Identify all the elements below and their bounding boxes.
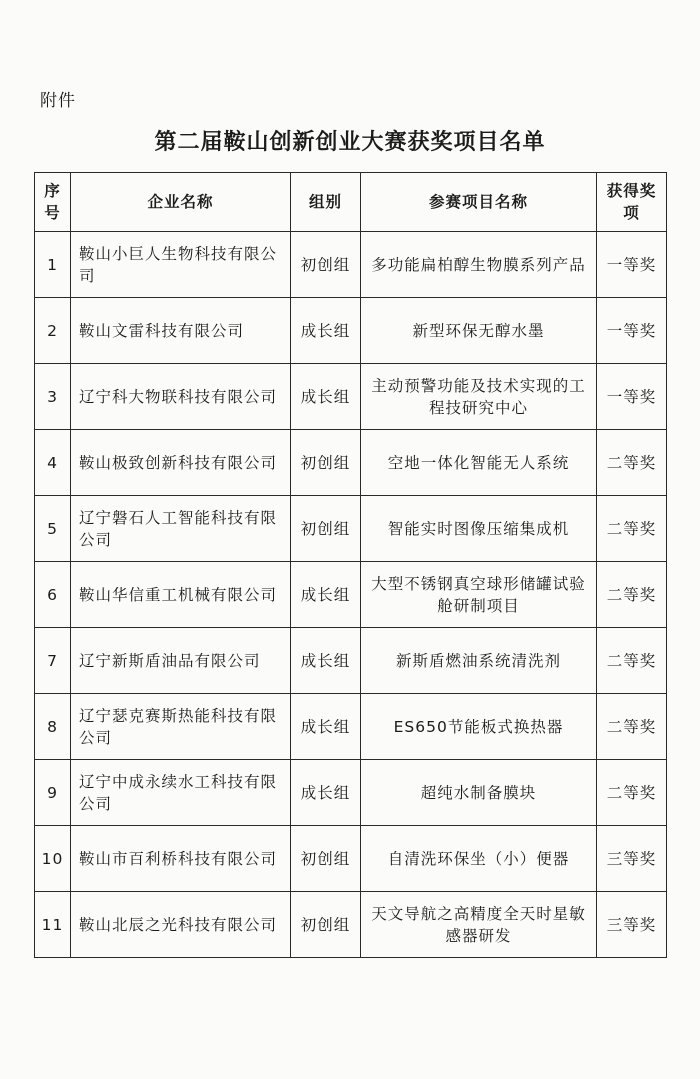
cell-group: 成长组 <box>291 628 361 694</box>
cell-project: 天文导航之高精度全天时星敏感器研发 <box>361 892 597 958</box>
table-row <box>35 430 667 496</box>
column-header-no: 序号 <box>35 173 71 232</box>
column-header-group: 组别 <box>291 173 361 232</box>
cell-group: 初创组 <box>291 892 361 958</box>
table-header-row <box>35 173 667 232</box>
cell-no: 8 <box>35 694 71 760</box>
cell-company: 辽宁磐石人工智能科技有限公司 <box>71 496 291 562</box>
cell-group: 成长组 <box>291 694 361 760</box>
cell-no: 7 <box>35 628 71 694</box>
table-row <box>35 892 667 958</box>
column-header-award: 获得奖项 <box>597 173 667 232</box>
cell-project: ES650节能板式换热器 <box>361 694 597 760</box>
cell-award: 二等奖 <box>597 628 667 694</box>
cell-no: 3 <box>35 364 71 430</box>
cell-project: 空地一体化智能无人系统 <box>361 430 597 496</box>
cell-award: 二等奖 <box>597 496 667 562</box>
cell-company: 辽宁中成永续水工科技有限公司 <box>71 760 291 826</box>
attachment-label: 附件 <box>40 91 76 111</box>
cell-project: 多功能扁柏醇生物膜系列产品 <box>361 232 597 298</box>
cell-company: 鞍山小巨人生物科技有限公司 <box>71 232 291 298</box>
cell-project: 主动预警功能及技术实现的工程技研究中心 <box>361 364 597 430</box>
table-row <box>35 628 667 694</box>
cell-group: 成长组 <box>291 298 361 364</box>
column-header-company: 企业名称 <box>71 173 291 232</box>
cell-project: 新斯盾燃油系统清洗剂 <box>361 628 597 694</box>
table-row <box>35 496 667 562</box>
cell-no: 9 <box>35 760 71 826</box>
cell-project: 智能实时图像压缩集成机 <box>361 496 597 562</box>
cell-no: 6 <box>35 562 71 628</box>
cell-group: 初创组 <box>291 430 361 496</box>
cell-award: 二等奖 <box>597 562 667 628</box>
cell-award: 三等奖 <box>597 826 667 892</box>
page-title: 第二届鞍山创新创业大赛获奖项目名单 <box>154 130 546 155</box>
cell-no: 11 <box>35 892 71 958</box>
cell-group: 成长组 <box>291 562 361 628</box>
cell-company: 辽宁瑟克赛斯热能科技有限公司 <box>71 694 291 760</box>
table-row <box>35 760 667 826</box>
cell-award: 一等奖 <box>597 364 667 430</box>
cell-group: 成长组 <box>291 364 361 430</box>
cell-award: 二等奖 <box>597 694 667 760</box>
cell-company: 鞍山市百利桥科技有限公司 <box>71 826 291 892</box>
table-row <box>35 232 667 298</box>
table-row <box>35 694 667 760</box>
table-row <box>35 826 667 892</box>
table-row <box>35 364 667 430</box>
cell-project: 超纯水制备膜块 <box>361 760 597 826</box>
cell-no: 5 <box>35 496 71 562</box>
cell-company: 鞍山极致创新科技有限公司 <box>71 430 291 496</box>
cell-award: 二等奖 <box>597 760 667 826</box>
cell-no: 1 <box>35 232 71 298</box>
table-row <box>35 562 667 628</box>
cell-no: 10 <box>35 826 71 892</box>
table-row <box>35 298 667 364</box>
cell-award: 一等奖 <box>597 298 667 364</box>
cell-company: 辽宁科大物联科技有限公司 <box>71 364 291 430</box>
cell-company: 鞍山华信重工机械有限公司 <box>71 562 291 628</box>
cell-company: 辽宁新斯盾油品有限公司 <box>71 628 291 694</box>
awards-table <box>34 172 667 958</box>
cell-company: 鞍山北辰之光科技有限公司 <box>71 892 291 958</box>
cell-group: 成长组 <box>291 760 361 826</box>
cell-project: 自清洗环保坐（小）便器 <box>361 826 597 892</box>
column-header-project: 参赛项目名称 <box>361 173 597 232</box>
cell-award: 二等奖 <box>597 430 667 496</box>
cell-group: 初创组 <box>291 232 361 298</box>
cell-award: 一等奖 <box>597 232 667 298</box>
cell-no: 4 <box>35 430 71 496</box>
cell-group: 初创组 <box>291 826 361 892</box>
cell-project: 新型环保无醇水墨 <box>361 298 597 364</box>
cell-group: 初创组 <box>291 496 361 562</box>
cell-company: 鞍山文雷科技有限公司 <box>71 298 291 364</box>
cell-award: 三等奖 <box>597 892 667 958</box>
cell-no: 2 <box>35 298 71 364</box>
cell-project: 大型不锈钢真空球形储罐试验舱研制项目 <box>361 562 597 628</box>
